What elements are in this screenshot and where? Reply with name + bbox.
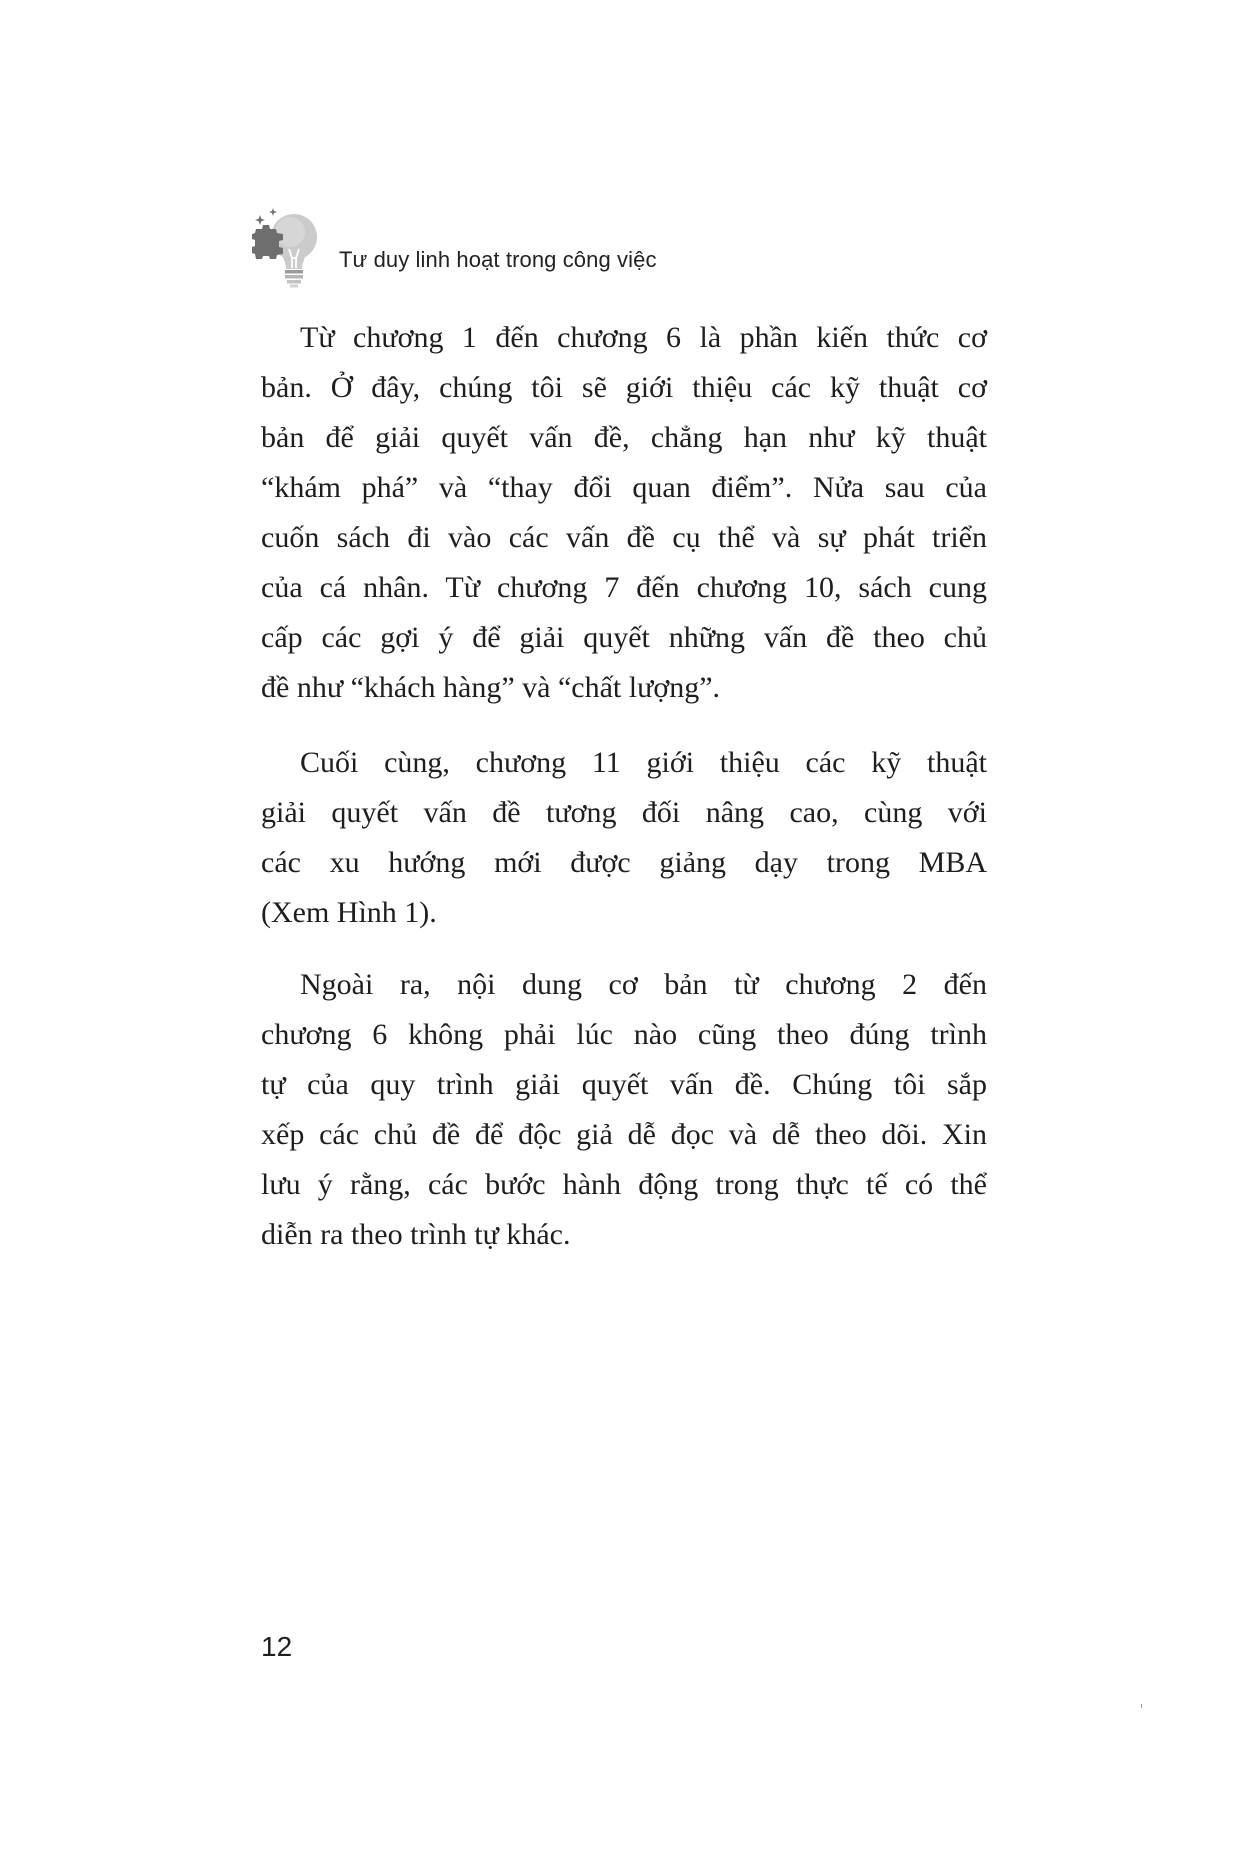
bulb-base-stripe: [287, 280, 301, 284]
page-number: 12: [261, 1631, 293, 1662]
text-line: của cá nhân. Từ chương 7 đến chương 10, sách cung: [261, 571, 987, 604]
text-line: cấp các gợi ý để giải quyết những vấn đề theo chủ: [261, 621, 987, 654]
scan-speck: [1141, 1704, 1142, 1708]
sparkle-icon: [255, 215, 265, 225]
text-line: chương 6 không phải lúc nào cũng theo đúng trình: [261, 1018, 987, 1051]
text-line: bản. Ở đây, chúng tôi sẽ giới thiệu các kỹ thuật cơ: [261, 371, 987, 404]
text-line: diễn ra theo trình tự khác.: [261, 1218, 571, 1251]
text-line: tự của quy trình giải quyết vấn đề. Chúng tôi sắp: [261, 1068, 987, 1101]
text-line: bản để giải quyết vấn đề, chẳng hạn như kỹ thuật: [261, 421, 987, 454]
sparkle-icon: [269, 208, 277, 216]
text-line: Từ chương 1 đến chương 6 là phần kiến thức cơ: [300, 321, 987, 354]
text-line: (Xem Hình 1).: [261, 896, 437, 929]
text-line: Ngoài ra, nội dung cơ bản từ chương 2 đến: [300, 968, 987, 1001]
text-line: Cuối cùng, chương 11 giới thiệu các kỹ thuật: [300, 746, 987, 779]
text-line: các xu hướng mới được giảng dạy trong MBA: [261, 846, 987, 879]
bulb-highlight: [275, 217, 305, 247]
lightbulb-gear-icon: [250, 205, 330, 290]
bulb-base-stripe: [285, 275, 303, 279]
bulb-tip: [290, 285, 298, 288]
text-line: đề như “khách hàng” và “chất lượng”.: [261, 671, 721, 704]
bulb-base: [285, 270, 303, 274]
paragraph: [261, 738, 987, 938]
text-line: xếp các chủ đề để độc giả dễ đọc và dễ theo dõi. Xin: [261, 1118, 987, 1151]
running-head-title: Tư duy linh hoạt trong công việc: [339, 247, 657, 272]
text-line: cuốn sách đi vào các vấn đề cụ thể và sự phát triển: [261, 521, 987, 554]
text-line: “khám phá” và “thay đổi quan điểm”. Nửa sau của: [261, 471, 987, 504]
text-line: giải quyết vấn đề tương đối nâng cao, cùng với: [261, 796, 987, 829]
text-line: lưu ý rằng, các bước hành động trong thực tế có thể: [261, 1168, 987, 1201]
paragraph: [261, 960, 987, 1260]
paragraph: [261, 313, 987, 713]
